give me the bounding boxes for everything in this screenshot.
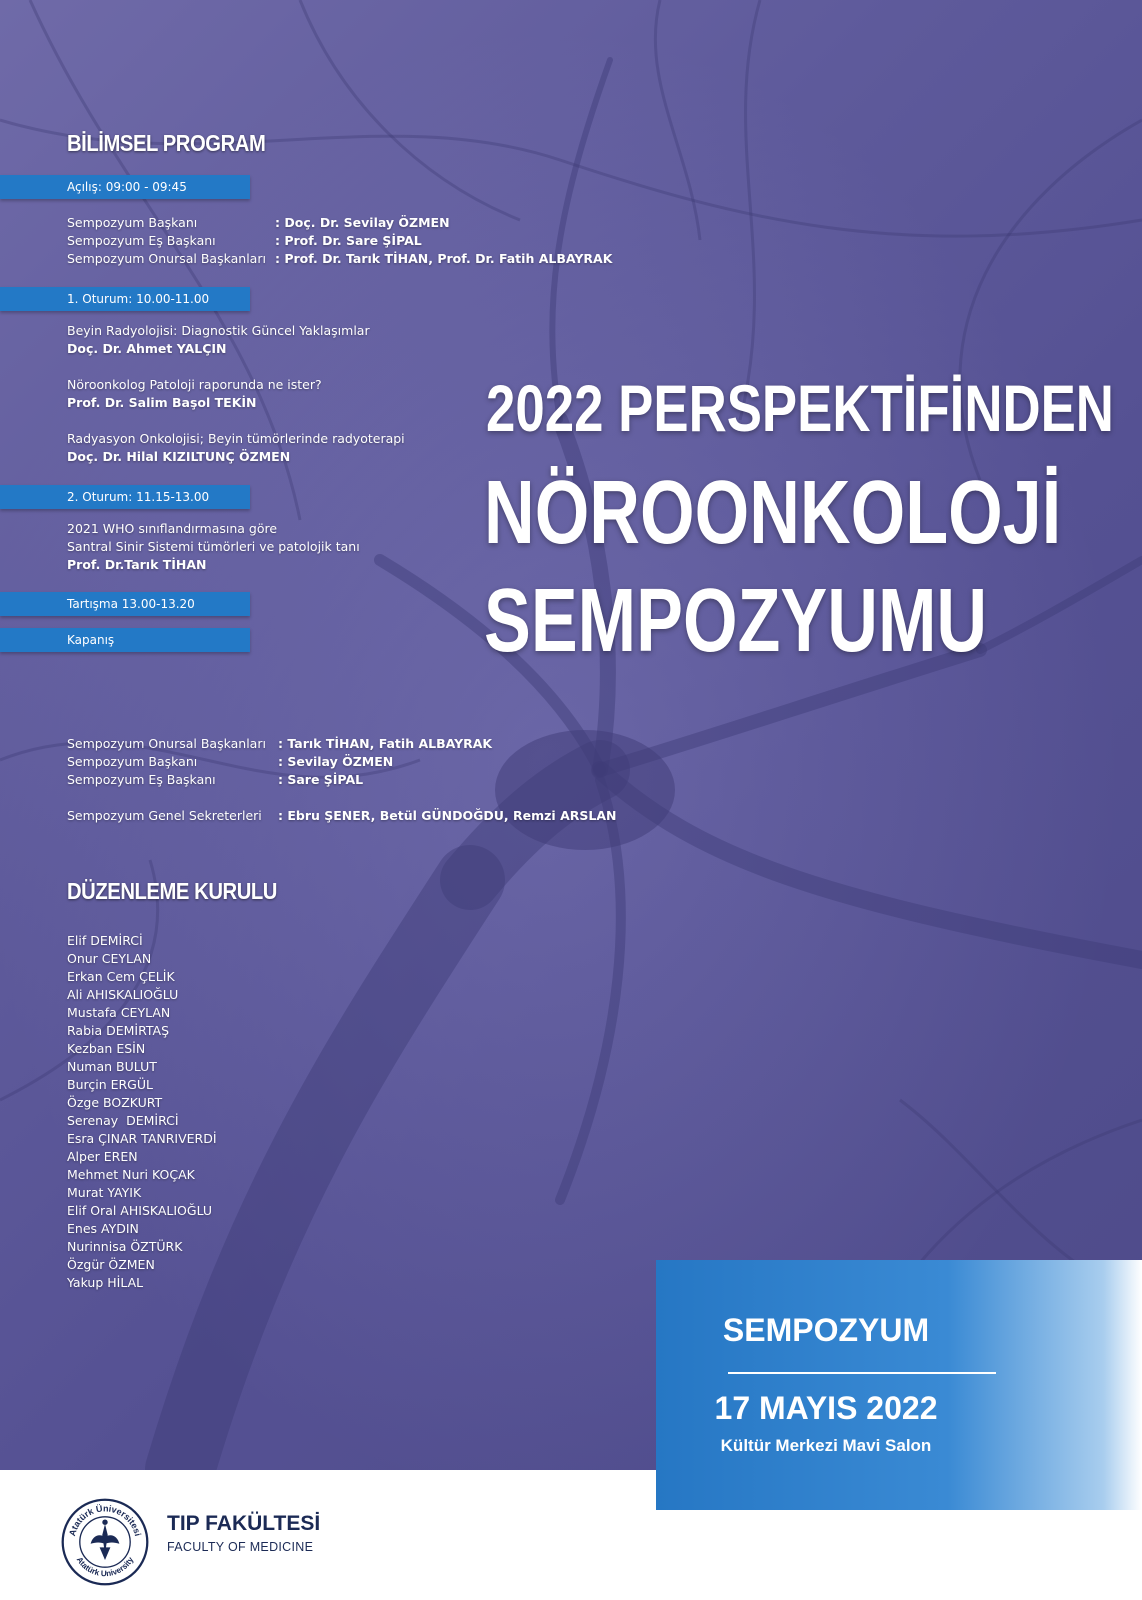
talk-speaker: Doç. Dr. Ahmet YALÇIN xyxy=(67,341,227,356)
faculty-name-turkish: TIP FAKÜLTESİ xyxy=(167,1512,321,1535)
leader-label: Sempozyum Onursal Başkanları xyxy=(67,251,266,266)
event-divider xyxy=(728,1372,996,1374)
talk-speaker: Prof. Dr.Tarık TİHAN xyxy=(67,557,207,572)
university-seal-logo xyxy=(60,1497,150,1587)
committee-row xyxy=(67,753,394,771)
secretaries-row xyxy=(67,807,617,825)
talk-topic: 2021 WHO sınıflandırmasına göre xyxy=(67,521,278,536)
member-name: Esra ÇINAR TANRIVERDİ xyxy=(67,1131,217,1146)
talk-speaker: Doç. Dr. Hilal KIZILTUNÇ ÖZMEN xyxy=(67,449,291,464)
leader-value: : Prof. Dr. Sare ŞİPAL xyxy=(275,233,422,248)
member-name: Kezban ESİN xyxy=(67,1041,146,1056)
committee-value: : Sevilay ÖZMEN xyxy=(278,754,394,769)
discussion-bar: Tartışma 13.00-13.20 xyxy=(0,592,250,616)
member-name: Enes AYDIN xyxy=(67,1221,139,1236)
event-info-box xyxy=(656,1260,1142,1510)
secretaries-label: Sempozyum Genel Sekreterleri xyxy=(67,808,262,823)
committee-value: : Tarık TİHAN, Fatih ALBAYRAK xyxy=(278,736,493,751)
talk-topic: Nöroonkolog Patoloji raporunda ne ister? xyxy=(67,377,322,392)
committee-label: Sempozyum Onursal Başkanları xyxy=(67,736,266,751)
leader-value: : Doç. Dr. Sevilay ÖZMEN xyxy=(275,215,450,230)
svg-text:Atatürk Üniversitesi: Atatürk Üniversitesi xyxy=(67,1503,143,1538)
organizing-heading: DÜZENLEME KURULU xyxy=(67,878,277,904)
member-name: Numan BULUT xyxy=(67,1059,157,1074)
member-name: Nurinnisa ÖZTÜRK xyxy=(67,1239,183,1254)
member-name: Mustafa CEYLAN xyxy=(67,1005,171,1020)
committee-value: : Sare ŞİPAL xyxy=(278,772,364,787)
member-name: Onur CEYLAN xyxy=(67,951,152,966)
title-line-2: NÖROONKOLOJİ xyxy=(484,463,1062,563)
member-name: Özge BOZKURT xyxy=(67,1095,163,1110)
leader-label: Sempozyum Eş Başkanı xyxy=(67,233,216,248)
member-name: Elif DEMİRCİ xyxy=(67,933,143,948)
leader-row xyxy=(67,232,422,250)
member-name: Rabia DEMİRTAŞ xyxy=(67,1023,170,1038)
secretaries-value: : Ebru ŞENER, Betül GÜNDOĞDU, Remzi ARSLAN xyxy=(278,808,617,823)
member-name: Elif Oral AHISKALIOĞLU xyxy=(67,1203,213,1218)
member-name: Alper EREN xyxy=(67,1149,138,1164)
program-heading: BİLİMSEL PROGRAM xyxy=(67,130,266,156)
member-name: Yakup HİLAL xyxy=(67,1275,144,1290)
session1-bar: 1. Oturum: 10.00-11.00 xyxy=(0,287,250,311)
organizing-member-list xyxy=(67,932,217,1292)
title-line-3: SEMPOZYUMU xyxy=(484,571,988,671)
committee-row xyxy=(67,771,364,789)
svg-text:Atatürk University: Atatürk University xyxy=(74,1555,136,1579)
event-venue: Kültür Merkezi Mavi Salon xyxy=(720,1436,932,1455)
member-name: Özgür ÖZMEN xyxy=(67,1257,155,1272)
leader-value: : Prof. Dr. Tarık TİHAN, Prof. Dr. Fatih ALBAYRAK xyxy=(275,251,613,266)
faculty-name-english: FACULTY OF MEDICINE xyxy=(167,1540,314,1554)
member-name: Mehmet Nuri KOÇAK xyxy=(67,1167,195,1182)
committee-label: Sempozyum Eş Başkanı xyxy=(67,772,216,787)
event-date: 17 MAYIS 2022 xyxy=(714,1390,938,1426)
closing-bar: Kapanış xyxy=(0,628,250,652)
opening-bar: Açılış: 09:00 - 09:45 xyxy=(0,175,250,199)
leader-row xyxy=(67,214,450,232)
leader-row xyxy=(67,250,613,268)
talk-topic: Santral Sinir Sistemi tümörleri ve patolojik tanı xyxy=(67,539,360,554)
member-name: Murat YAYIK xyxy=(67,1185,142,1200)
member-name: Ali AHISKALIOĞLU xyxy=(67,987,179,1002)
member-name: Burçin ERGÜL xyxy=(67,1077,153,1092)
talk-topic: Radyasyon Onkolojisi; Beyin tümörlerinde radyoterapi xyxy=(67,431,405,446)
member-name: Erkan Cem ÇELİK xyxy=(67,969,175,984)
talk-topic: Beyin Radyolojisi: Diagnostik Güncel Yaklaşımlar xyxy=(67,323,370,338)
title-line-1: 2022 PERSPEKTİFİNDEN xyxy=(486,371,1114,445)
event-type: SEMPOZYUM xyxy=(722,1312,930,1348)
session2-bar: 2. Oturum: 11.15-13.00 xyxy=(0,485,250,509)
committee-row xyxy=(67,735,493,753)
talk-speaker: Prof. Dr. Salim Başol TEKİN xyxy=(67,395,257,410)
member-name: Serenay DEMİRCİ xyxy=(67,1113,179,1128)
committee-label: Sempozyum Başkanı xyxy=(67,754,198,769)
leader-label: Sempozyum Başkanı xyxy=(67,215,198,230)
